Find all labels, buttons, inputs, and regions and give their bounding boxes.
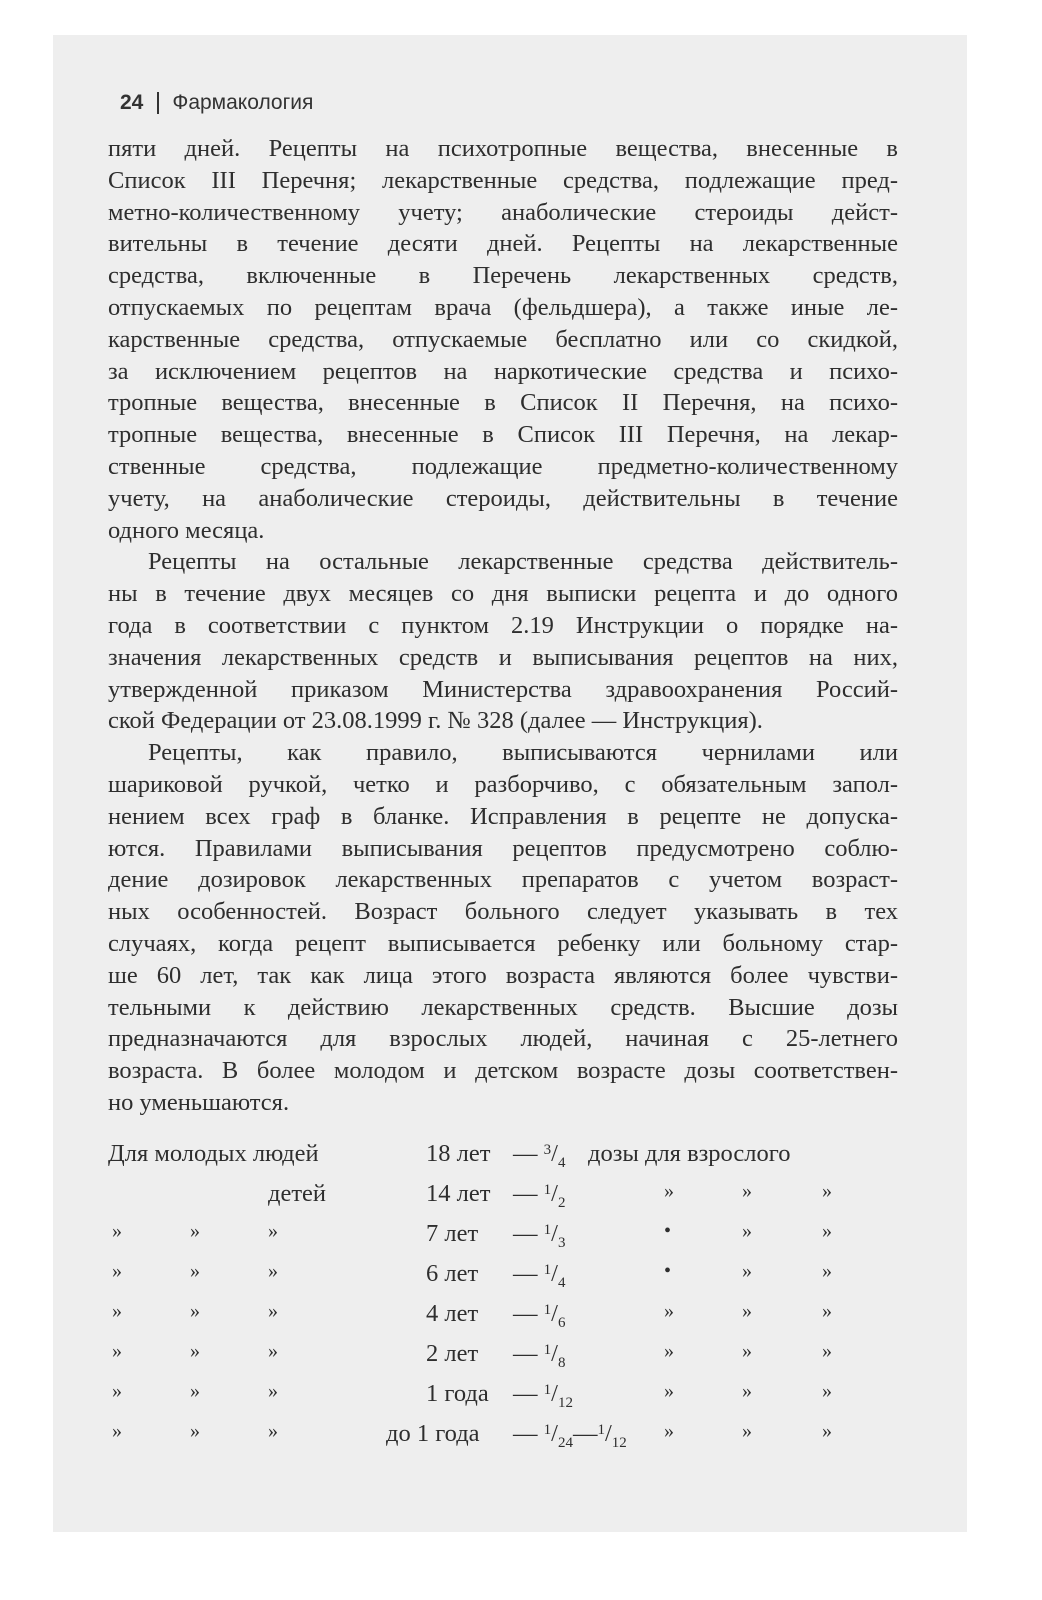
ditto-mark: »	[268, 1340, 278, 1362]
ditto-mark: »	[822, 1180, 832, 1202]
dose-suffix: дозы для взрослого	[588, 1140, 791, 1167]
fraction-slash: /	[551, 1300, 558, 1327]
ditto-mark: »	[190, 1300, 200, 1322]
dash: —	[513, 1220, 538, 1247]
ditto-mark: •	[664, 1260, 672, 1282]
dose-fraction	[513, 1380, 573, 1412]
text-line: пяти дней. Рецепты на психотропные вещества, внесенные в	[108, 135, 898, 162]
dose-fraction	[513, 1140, 565, 1172]
fraction-slash: /	[551, 1220, 558, 1247]
dosage-table	[108, 1140, 898, 1460]
text-line: средства, включенные в Перечень лекарственных средств,	[108, 262, 898, 290]
text-line: случаях, когда рецепт выписывается ребенку или больному стар-	[108, 929, 898, 957]
text-line: вительны в течение десяти дней. Рецепты на лекарственные	[108, 230, 898, 258]
ditto-mark: »	[742, 1300, 752, 1322]
ditto-mark: »	[822, 1220, 832, 1242]
numerator: 1	[543, 1342, 552, 1358]
numerator: 1	[543, 1302, 552, 1318]
fraction-slash: /	[551, 1180, 558, 1207]
dosage-subject: детей	[268, 1180, 327, 1207]
denominator: 3	[557, 1235, 566, 1251]
ditto-mark: »	[742, 1380, 752, 1402]
ditto-mark: »	[112, 1340, 122, 1362]
text-line: тропные вещества, внесенные в Список II Перечня, на психо-	[108, 389, 898, 417]
ditto-mark: »	[268, 1220, 278, 1242]
ditto-mark: »	[112, 1220, 122, 1242]
text-line: Список III Перечня; лекарственные средства, подлежащие пред-	[108, 166, 898, 194]
numerator: 1	[543, 1182, 552, 1198]
ditto-mark: »	[190, 1260, 200, 1282]
denominator: 4	[557, 1155, 566, 1171]
text-line: ных особенностей. Возраст больного следует указывать в тех	[108, 898, 898, 926]
fraction-slash: /	[551, 1380, 558, 1407]
ditto-mark: »	[190, 1380, 200, 1402]
ditto-mark: »	[742, 1180, 752, 1202]
dosage-row	[108, 1140, 898, 1172]
text-line: за исключением рецептов на наркотические средства и психо-	[108, 357, 898, 385]
ditto-mark: »	[190, 1220, 200, 1242]
dose-fraction	[513, 1420, 627, 1452]
text-line: учету, на анаболические стероиды, действительны в течение	[108, 484, 898, 512]
age-label: 1 года	[426, 1380, 489, 1407]
text-line: карственные средства, отпускаемые бесплатно или со скидкой,	[108, 325, 898, 353]
ditto-mark: »	[268, 1420, 278, 1442]
ditto-mark: »	[822, 1260, 832, 1282]
fraction-slash: /	[551, 1260, 558, 1287]
numerator: 1	[543, 1222, 552, 1238]
text-line: Рецепты на остальные лекарственные средства действитель-	[148, 548, 898, 576]
ditto-mark: »	[112, 1260, 122, 1282]
denominator: 24	[557, 1435, 573, 1451]
text-line: дение дозировок лекарственных препаратов с учетом возраст-	[108, 866, 898, 894]
ditto-mark: »	[112, 1420, 122, 1442]
dash: —	[513, 1140, 538, 1167]
text-line: метно-количественному учету; анаболические стероиды дейст-	[108, 198, 898, 226]
ditto-mark: »	[268, 1260, 278, 1282]
numerator: 1	[543, 1422, 552, 1438]
ditto-mark: »	[190, 1340, 200, 1362]
paragraph	[108, 133, 898, 546]
text-line: ственные средства, подлежащие предметно-количественному	[108, 452, 898, 480]
ditto-mark: »	[742, 1420, 752, 1442]
text-line: значения лекарственных средств и выписывания рецептов на них,	[108, 643, 898, 671]
denominator: 8	[557, 1355, 566, 1371]
text-line: ны в течение двух месяцев со дня выписки рецепта и до одного	[108, 580, 898, 608]
text-line: утвержденной приказом Министерства здравоохранения Россий-	[108, 675, 898, 703]
text-line: но уменьшаются.	[108, 1088, 290, 1116]
age-label: 4 лет	[426, 1300, 479, 1327]
ditto-mark: »	[822, 1340, 832, 1362]
ditto-mark: »	[742, 1220, 752, 1242]
ditto-mark: »	[742, 1260, 752, 1282]
age-label: 14 лет	[426, 1180, 491, 1207]
ditto-mark: »	[664, 1380, 674, 1402]
ditto-mark: »	[822, 1420, 832, 1442]
ditto-mark: »	[190, 1420, 200, 1442]
text-line: отпускаемых по рецептам врача (фельдшера), а также иные ле-	[108, 293, 898, 321]
text-line: возраста. В более молодом и детском возрасте дозы соответствен-	[108, 1057, 898, 1085]
text-line: нением всех граф в бланке. Исправления в рецепте не допуска-	[108, 802, 898, 830]
age-label: 18 лет	[426, 1140, 491, 1167]
text-line: ской Федерации от 23.08.1999 г. № 328 (далее — Инструкция).	[108, 707, 763, 735]
dose-fraction	[513, 1180, 565, 1212]
dosage-row	[108, 1220, 898, 1252]
ditto-mark: »	[112, 1300, 122, 1322]
ditto-mark: »	[742, 1340, 752, 1362]
paragraph	[108, 546, 898, 737]
text-line: тропные вещества, внесенные в Список III Перечня, на лекар-	[108, 421, 898, 449]
dosage-row	[108, 1340, 898, 1372]
range-dash: —	[572, 1420, 598, 1447]
denominator: 6	[557, 1315, 566, 1331]
ditto-mark: »	[664, 1340, 674, 1362]
dash: —	[513, 1260, 538, 1287]
text-line: ше 60 лет, так как лица этого возраста являются более чувстви-	[108, 961, 898, 989]
header-separator	[157, 92, 159, 114]
ditto-mark: »	[664, 1180, 674, 1202]
age-label: 6 лет	[426, 1260, 479, 1287]
age-label: 7 лет	[426, 1220, 479, 1247]
page-number: 24	[120, 91, 144, 114]
age-label: до 1 года	[386, 1420, 480, 1447]
dosage-row	[108, 1420, 898, 1452]
paragraph	[108, 737, 898, 1119]
numerator: 3	[543, 1142, 552, 1158]
text-line: шариковой ручкой, четко и разборчиво, с обязательным запол-	[108, 770, 898, 798]
dosage-row	[108, 1180, 898, 1212]
dash: —	[513, 1420, 538, 1447]
numerator: 1	[543, 1262, 552, 1278]
ditto-mark: »	[664, 1420, 674, 1442]
numerator: 1	[597, 1422, 605, 1438]
dose-fraction	[513, 1220, 565, 1252]
text-line: ются. Правилами выписывания рецептов предусмотрено соблю-	[108, 834, 898, 862]
dose-fraction	[513, 1300, 565, 1332]
text-line: предназначаются для взрослых людей, начиная с 25-летнего	[108, 1025, 898, 1053]
age-label: 2 лет	[426, 1340, 479, 1367]
dash: —	[513, 1380, 538, 1407]
ditto-mark: »	[112, 1380, 122, 1402]
text-line: тельными к действию лекарственных средств. Высшие дозы	[108, 993, 898, 1021]
dash: —	[513, 1300, 538, 1327]
ditto-mark: »	[822, 1380, 832, 1402]
ditto-mark: »	[268, 1380, 278, 1402]
ditto-mark: »	[664, 1300, 674, 1322]
ditto-mark: »	[268, 1300, 278, 1322]
text-line: года в соответствии с пунктом 2.19 Инструкции о порядке на-	[108, 611, 898, 639]
dose-fraction	[513, 1260, 565, 1292]
dash: —	[513, 1340, 538, 1367]
text-line: Рецепты, как правило, выписываются чернилами или	[148, 739, 898, 767]
dash: —	[513, 1180, 538, 1207]
body-text	[108, 133, 898, 1119]
fraction-slash: /	[551, 1340, 558, 1367]
denominator: 2	[557, 1195, 566, 1211]
dosage-subject: Для молодых людей	[108, 1140, 319, 1167]
dosage-row	[108, 1380, 898, 1412]
running-header	[120, 88, 313, 118]
dosage-row	[108, 1260, 898, 1292]
fraction-slash: /	[551, 1140, 558, 1167]
fraction-slash: /	[604, 1420, 612, 1447]
ditto-mark: »	[822, 1300, 832, 1322]
fraction-slash: /	[551, 1420, 558, 1447]
dose-fraction	[513, 1340, 565, 1372]
text-line: одного месяца.	[108, 516, 265, 544]
denominator: 12	[557, 1395, 573, 1411]
ditto-mark: •	[664, 1220, 672, 1242]
denominator: 12	[611, 1435, 627, 1451]
numerator: 1	[543, 1382, 552, 1398]
dosage-row	[108, 1300, 898, 1332]
book-title: Фармакология	[172, 91, 314, 114]
denominator: 4	[557, 1275, 566, 1291]
